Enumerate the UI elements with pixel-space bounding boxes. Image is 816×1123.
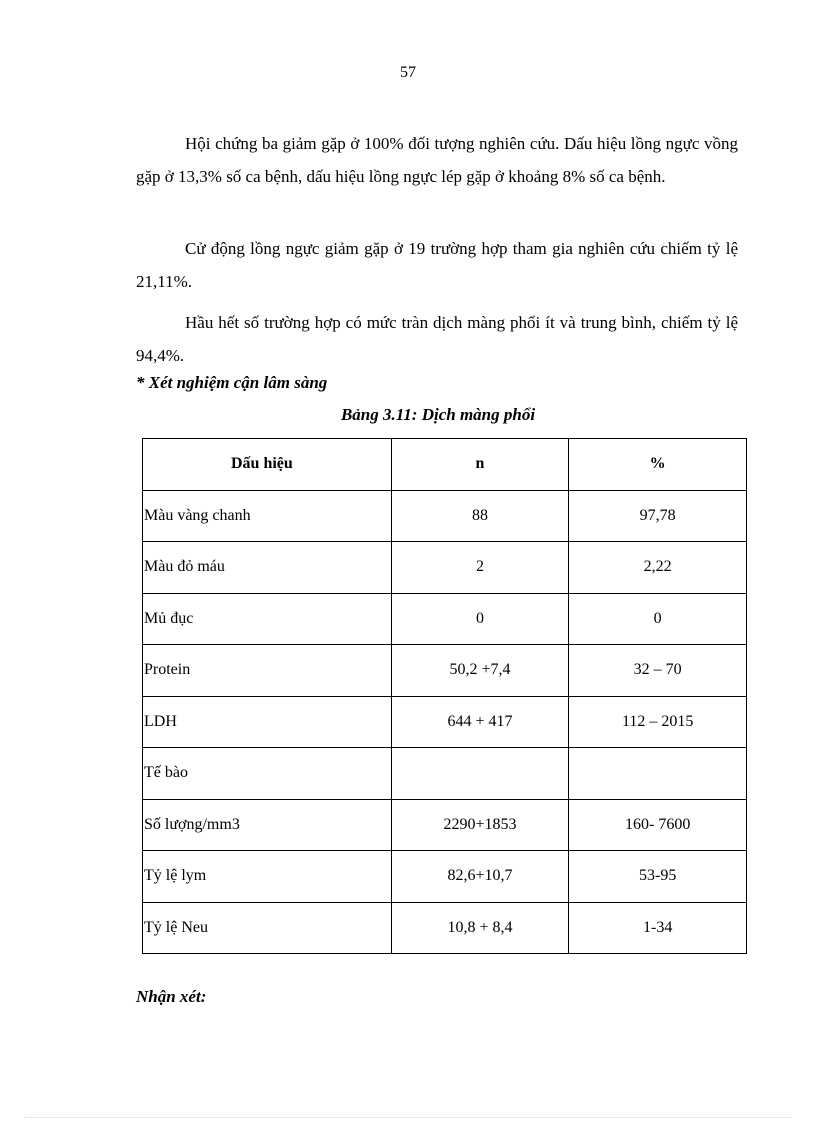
row-sign-cell: Protein (143, 645, 392, 697)
paragraph-effusion-level: Hầu hết số trường hợp có mức tràn dịch màng phổi ít và trung bình, chiếm tỷ lệ 94,4%. (136, 313, 738, 365)
row-percent-cell: 2,22 (569, 542, 747, 594)
table-row (143, 799, 747, 851)
paragraph-three-decrease-syndrome: Hội chứng ba giảm gặp ở 100% đối tượng nghiên cứu. Dấu hiệu lồng ngực vồng gặp ở 13,3% số ca bệnh, dấu hiệu lồng ngực lép gặp ở khoảng 8% số ca bệnh. (136, 134, 738, 186)
row-percent-cell: 97,78 (569, 490, 747, 542)
table-caption: Bảng 3.11: Dịch màng phổi (340, 405, 536, 424)
row-sign-cell: LDH (143, 696, 392, 748)
table-row (143, 645, 747, 697)
row-percent-cell: 32 – 70 (569, 645, 747, 697)
row-n-cell (391, 748, 569, 800)
remark-label: Nhận xét: (136, 987, 207, 1006)
row-n-cell: 2290+1853 (391, 799, 569, 851)
table-row (143, 696, 747, 748)
row-sign-cell: Màu đỏ máu (143, 542, 392, 594)
footer-divider (24, 1117, 792, 1118)
row-percent-cell: 1-34 (569, 902, 747, 954)
table-row (143, 542, 747, 594)
row-percent-cell: 53-95 (569, 851, 747, 903)
row-n-cell: 50,2 +7,4 (391, 645, 569, 697)
header-sign: Dấu hiệu (143, 439, 392, 491)
row-percent-cell: 160- 7600 (569, 799, 747, 851)
table-row (143, 748, 747, 800)
row-sign-cell: Tỷ lệ lym (143, 851, 392, 903)
table-row (143, 490, 747, 542)
row-sign-cell: Mủ đục (143, 593, 392, 645)
row-sign-cell: Tỷ lệ Neu (143, 902, 392, 954)
header-n: n (391, 439, 569, 491)
row-n-cell: 0 (391, 593, 569, 645)
table-row (143, 902, 747, 954)
row-n-cell: 10,8 + 8,4 (391, 902, 569, 954)
table-header-row (143, 439, 747, 491)
row-n-cell: 88 (391, 490, 569, 542)
header-percent: % (569, 439, 747, 491)
page-number: 57 (400, 64, 416, 81)
row-n-cell: 2 (391, 542, 569, 594)
pleural-fluid-table (142, 438, 747, 954)
section-heading-lab-tests: * Xét nghiệm cận lâm sàng (136, 373, 328, 392)
row-percent-cell: 0 (569, 593, 747, 645)
table-row (143, 593, 747, 645)
row-sign-cell: Màu vàng chanh (143, 490, 392, 542)
row-percent-cell: 112 – 2015 (569, 696, 747, 748)
row-n-cell: 82,6+10,7 (391, 851, 569, 903)
row-n-cell: 644 + 417 (391, 696, 569, 748)
row-sign-cell: Tế bào (143, 748, 392, 800)
row-sign-cell: Số lượng/mm3 (143, 799, 392, 851)
paragraph-chest-movement: Cử động lồng ngực giảm gặp ở 19 trường hợp tham gia nghiên cứu chiếm tỷ lệ 21,11%. (136, 239, 738, 291)
table-row (143, 851, 747, 903)
row-percent-cell (569, 748, 747, 800)
